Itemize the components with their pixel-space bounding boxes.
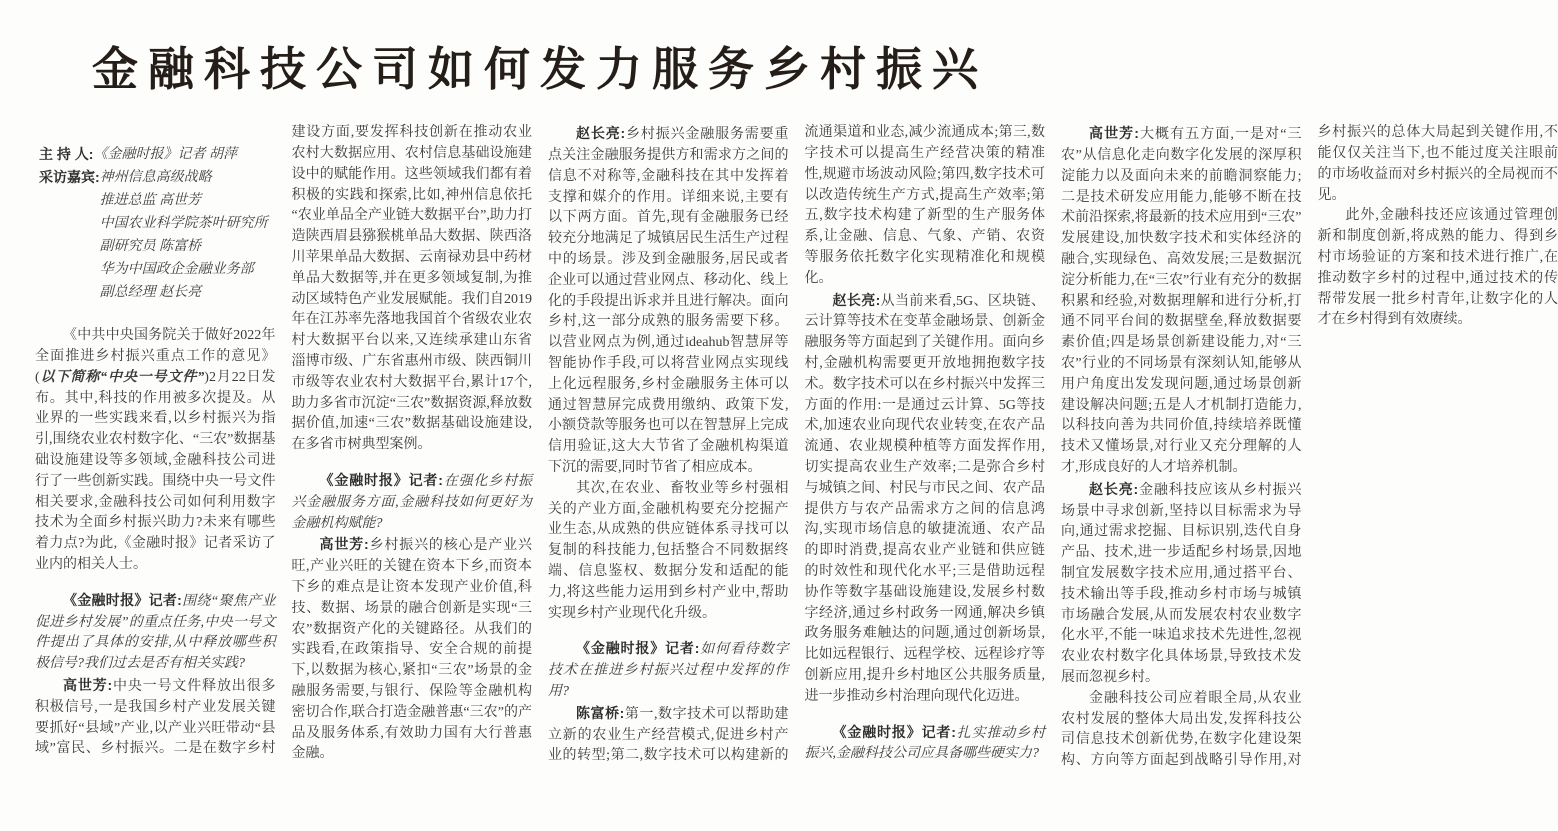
lead-text-emphasis: 以下简称“中央一号文件” xyxy=(40,370,205,385)
lead-text-post: )2月22日发布。其中,科技的作用被多次提及。从业界的一些实践来看,以乡村振兴为指引,围绕农业农村数字化、“三农”数据基础设施建设等多领域,金融科技公司进行了一些创新实践。围绕中央一号文件相关要求,金融科技公司如何利用数字技术为全面乡村振兴助力?未来有哪些着力点?为此,《金融时报》记者采访了业内的相关人士。 xyxy=(35,370,276,572)
question-text: 在强化乡村振兴金融服务方面,金融科技如何更好为金融机构赋能? xyxy=(292,474,533,531)
question-label: 《金融时报》记者: xyxy=(576,640,699,656)
qa-answer xyxy=(1061,479,1302,689)
answer-text: 乡村振兴金融服务需要重点关注金融服务提供方和需求方之间的信息不对称等,金融科技在其中发挥着支撑和媒介的作用。详细来说,主要有以下两方面。首先,现有金融服务已经较充分地满足了城镇居民生活生产过程中的场景。涉及到金融服务,居民或者企业可以通过营业网点、移动化、线上化的手段提出诉求并且进行解决。面向乡村,这一部分成熟的服务需要下移。以营业网点为例,通过ideahub智慧屏等智能协作手段,可以将营业网点实现线上化远程服务,乡村金融服务主体可以通过智慧屏完成费用缴纳、政策下发,小额贷款等服务也可以在智慧屏上完成信用验证,这大大节省了金融机构渠道下沉的需要,同时节省了相应成本。 xyxy=(548,127,789,475)
qa-answer xyxy=(1061,123,1302,479)
guest-line: 副总经理 赵长亮 xyxy=(100,281,268,304)
newspaper-page xyxy=(0,42,1080,831)
answer-text: 其次,在农业、畜牧业等乡村强相关的产业方面,金融机构要充分挖掘产业生态,从成熟的供应链体系寻找可以复制的科技能力,包括整合不同数据终端、信息鉴权、数据分发和适配的能力,将这些能力运用到乡村产业中,帮助实现乡村产业现代化升级。 xyxy=(548,481,789,621)
qa-question xyxy=(292,470,533,534)
question-text: 扎实推动乡村振兴,金融科技公司应具备哪些硬实力? xyxy=(805,726,1046,762)
guest-line: 中国农业科学院茶叶研究所 xyxy=(100,212,268,235)
speaker-name: 赵长亮: xyxy=(1089,481,1138,497)
byline-block xyxy=(39,143,276,304)
answer-text: 大概有五方面,一是对“三农”从信息化走向数字化发展的深厚积淀能力以及面向未来的前瞻洞察能力;二是技术研发应用能力,能够不断在技术前沿探索,将最新的技术应用到“三农”发展建设,加快数字技术和实体经济的融合,实现绿色、高效发展;三是数据沉淀分析能力,在“三农”行业有充分的数据积累和经验,对数据理解和进行分析,打通不同平台间的数据壁垒,释放数据要素价值;四是场景创新建设能力,对“三农”行业的不同场景有深刻认知,能够从用户角度出发发现问题,通过场景创新建设解决问题;五是人才机制打造能力,以科技向善为共同价值,持续培养既懂技术又懂场景,对行业又充分理解的人才,形成良好的人才培养机制。 xyxy=(1061,127,1302,475)
lead-text-pre: 《中共中央国务院关于做好2022年全面推进乡村振兴重点工作的意见》( xyxy=(35,328,276,385)
question-label: 《金融时报》记者: xyxy=(320,472,443,488)
guest-line: 副研究员 陈富桥 xyxy=(100,235,268,258)
question-label: 《金融时报》记者: xyxy=(63,592,182,608)
speaker-name: 高世芳: xyxy=(1089,125,1139,141)
qa-answer-continued xyxy=(548,479,789,625)
guest-line: 神州信息高级战略 xyxy=(100,166,268,189)
speaker-name: 陈富桥: xyxy=(576,705,624,721)
qa-question xyxy=(35,590,276,675)
question-text: 如何看待数字技术在推进乡村振兴过程中发挥的作用? xyxy=(548,642,789,699)
guest-lines xyxy=(100,166,268,304)
article-body xyxy=(35,123,1045,775)
host-label: 主 持 人: xyxy=(39,143,93,166)
speaker-name: 高世芳: xyxy=(320,536,369,552)
qa-answer xyxy=(548,123,789,479)
guests-label: 采访嘉宾: xyxy=(39,166,100,189)
qa-question xyxy=(805,722,1046,766)
qa-answer xyxy=(292,534,533,765)
question-text: 围绕“聚焦产业促进乡村发展”的重点任务,中央一号文件提出了具体的安排,从中释放哪些积极信号?我们过去是否有相关实践? xyxy=(35,594,276,671)
host-value: 《金融时报》记者 胡萍 xyxy=(93,143,237,166)
answer-text: 此外,金融科技还应该通过管理创新和制度创新,将成熟的能力、得到乡村市场验证的方案和技术进行推广,在推动数字乡村的过程中,通过技术的传帮带发展一批乡村青年,让数字化的人才在乡村得到有效赓续。 xyxy=(1318,208,1558,327)
lead-paragraph xyxy=(35,326,276,576)
answer-text: 乡村振兴的核心是产业兴旺,产业兴旺的关键在资本下乡,而资本下乡的难点是让资本发现产业价值,科技、数据、场景的融合创新是实现“三农”数据资产化的关键路径。从我们的实践看,在政策指导、安全合规的前提下,以数据为核心,紧扣“三农”场景的金融服务需要,与银行、保险等金融机构密切合作,联合打造金融普惠“三农”的产品及服务体系,有效助力国有大行普惠金融。 xyxy=(292,538,533,761)
byline-guests-row xyxy=(39,166,276,304)
speaker-name: 高世芳: xyxy=(63,677,112,693)
qa-answer-continued xyxy=(1318,206,1558,331)
question-label: 《金融时报》记者: xyxy=(833,724,956,740)
answer-text: 中央一号文件释放出很多积极信号,一是我国乡村产业发展关键要抓好“县域”产业,以产业兴旺带动“县域”富民、乡村振兴。二是在数字乡村建设方面,要发挥科技创新在推动农业农村大数据应用、农村信息基础设施建设中的赋能作用。这些领域我们都有着积极的实践和探索,比如,神州信息依托“农业单品全产业链大数据平台”,助力打造陕西眉县猕猴桃单品大数据、陕西洛川苹果单品大数据、云南禄劝县中药材单品大数据等,并在更多领域复制,为推动区域特色产业发展赋能。我们自2019年在江苏率先落地我国首个省级农业农村大数据平台以来,又连续承建山东省淄博市级、广东省惠州市级、陕西铜川市级等农业农村大数据平台,累计17个,助力多省市沉淀“三农”数据资源,释放数据价值,加速“三农”数据基础设施建设,在多省市树典型案例。 xyxy=(35,125,532,756)
guest-line: 华为中国政企金融业务部 xyxy=(100,258,268,281)
answer-text: 金融科技应该从乡村振兴场景中寻求创新,坚持以目标需求为导向,通过需求挖掘、目标识别,迭代自身产品、技术,进一步适配乡村场景,因地制宜发展数字技术应用,通过搭平台、技术输出等手段,推动乡村市场与城镇市场融合发展,从而发展农村农业数字化水平,不能一味追求技术先进性,忽视农业农村数字化具体场景,导致技术发展而忽视乡村。 xyxy=(1061,483,1302,685)
answer-text: 从当前来看,5G、区块链、云计算等技术在变革金融场景、创新金融服务等方面起到了关键作用。面向乡村,金融机构需要更开放地拥抱数字技术。数字技术可以在乡村振兴中发挥三方面的作用:一是通过云计算、5G等技术,加速农业向现代农业转变,在农产品流通、农业规模种植等方面发挥作用,切实提高农业生产效率;二是弥合乡村与城镇之间、村民与市民之间、农产品提供方与农产品需求方之间的信息鸿沟,实现市场信息的敏捷流通、农产品的即时消费,提高农业产业链和供应链的时效性和现代化水平;三是借助远程协作等数字基础设施建设,发展乡村数字经济,通过乡村政务一网通,解决乡镇政务服务难触达的问题,通过创新场景,比如远程银行、远程学校、远程诊疗等创新应用,提升乡村地区公共服务质量,进一步推动乡村治理向现代化迈进。 xyxy=(805,294,1046,704)
answer-text: 金融科技公司应着眼全局,从农业农村发展的整体大局出发,发挥科技公司信息技术创新优势,在数字化建设架构、方向等方面起到战略引导作用,对乡村振兴的总体大局起到关键作用,不能仅仅关注当下,也不能过度关注眼前的市场收益而对乡村振兴的全局视而不见。 xyxy=(1061,125,1558,768)
article-headline: 金融科技公司如何发力服务乡村振兴 xyxy=(40,42,1040,97)
qa-question xyxy=(548,638,789,702)
qa-answer xyxy=(805,290,1046,708)
byline-host-row xyxy=(39,143,276,166)
answer-text: 第一,数字技术可以帮助建立新的农业生产经营模式,促进乡村产业的转型;第二,数字技术可以构建新的流通渠道和业态,减少流通成本;第三,数字技术可以提高生产经营决策的精准性,规避市场波动风险;第四,数字技术可以改造传统生产方式,提高生产效率;第五,数字技术构建了新型的生产服务体系,让金融、信息、气象、产销、农资等服务依托数字化实现精准化和规模化。 xyxy=(548,125,1045,763)
guest-line: 推进总监 高世芳 xyxy=(100,189,268,212)
speaker-name: 赵长亮: xyxy=(576,125,625,141)
speaker-name: 赵长亮: xyxy=(833,292,881,308)
